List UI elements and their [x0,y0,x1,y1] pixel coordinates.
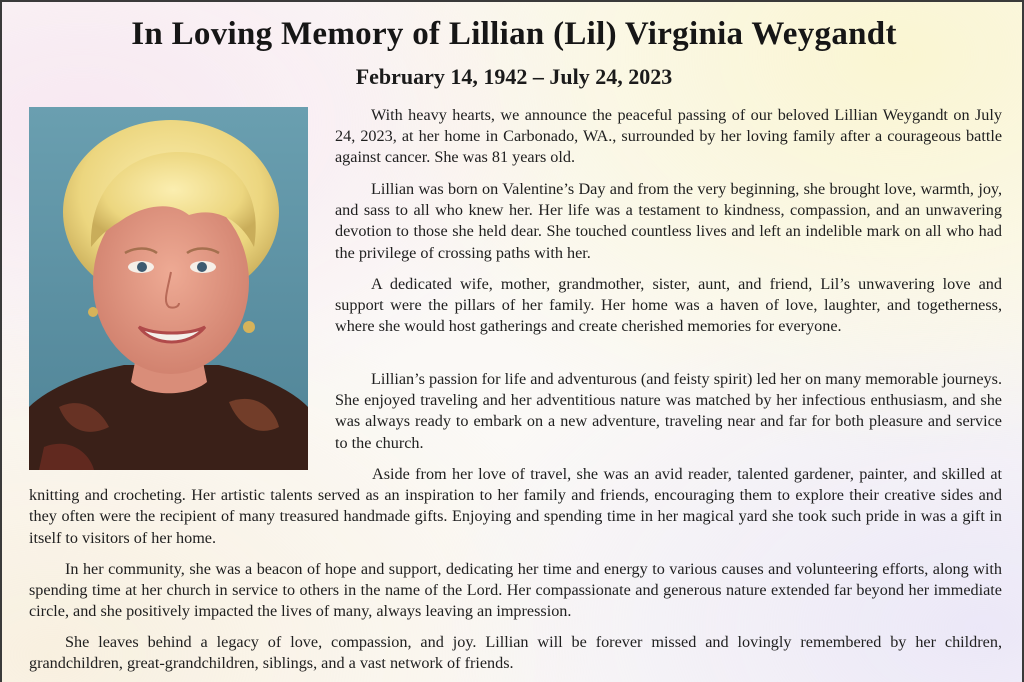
paragraph-hobbies: Aside from her love of travel, she was an avid reader, talented gardener, painter, and skilled at knitting and crocheting. Her artistic talents served as an inspiration to her family and friends, encouraging them to explore their creative sides and they often were the recipient of many treasured handmade gifts. Enjoying and spending time in her magical yard she took such pride in was a gift in itself to visitors of her home. [29,465,1002,547]
paragraph-legacy: She leaves behind a legacy of love, compassion, and joy. Lillian will be forever missed and lovingly remembered by her children, grandchildren, great-grandchildren, siblings, and a vast network of friends. [29,633,1002,673]
obituary-title: In Loving Memory of Lillian (Lil) Virginia Weygandt [131,16,897,52]
paragraph-travel: Lillian’s passion for life and adventurous (and feisty spirit) led her on many memorable journeys. She enjoyed traveling and her adventitious nature was matched by her infectious enthusiasm, and she was always ready to embark on a new adventure, traveling near and far for both pleasure and service to the church. [335,370,1002,452]
portrait-illustration [29,107,308,470]
portrait-photo [29,107,308,470]
paragraph-community: In her community, she was a beacon of hope and support, dedicating her time and energy to various causes and volunteering efforts, along with spending time at her church in service to others in the name of the Lord. Her compassionate and generous nature extended far beyond her immediate circle, and she positively impacted the lives of many, always leaving an impression. [29,560,1002,621]
paragraph-birth: Lillian was born on Valentine’s Day and from the very beginning, she brought love, warmth, joy, and sass to all who knew her. Her life was a testament to kindness, compassion, and an unwavering devotion to those she held dear. She touched countless lives and left an indelible mark on all who had the privilege of crossing paths with her. [335,180,1002,262]
paragraph-family: A dedicated wife, mother, grandmother, sister, aunt, and friend, Lil’s unwavering love and support were the pillars of her family. Her home was a haven of love, laughter, and togetherness, where she would host gatherings and create cherished memories for everyone. [335,275,1002,336]
paragraph-announcement: With heavy hearts, we announce the peaceful passing of our beloved Lillian Weygandt on July 24, 2023, at her home in Carbonado, WA., surrounded by her loving family after a courageous battle against cancer. She was 81 years old. [335,106,1002,167]
life-dates: February 14, 1942 – July 24, 2023 [355,64,673,89]
